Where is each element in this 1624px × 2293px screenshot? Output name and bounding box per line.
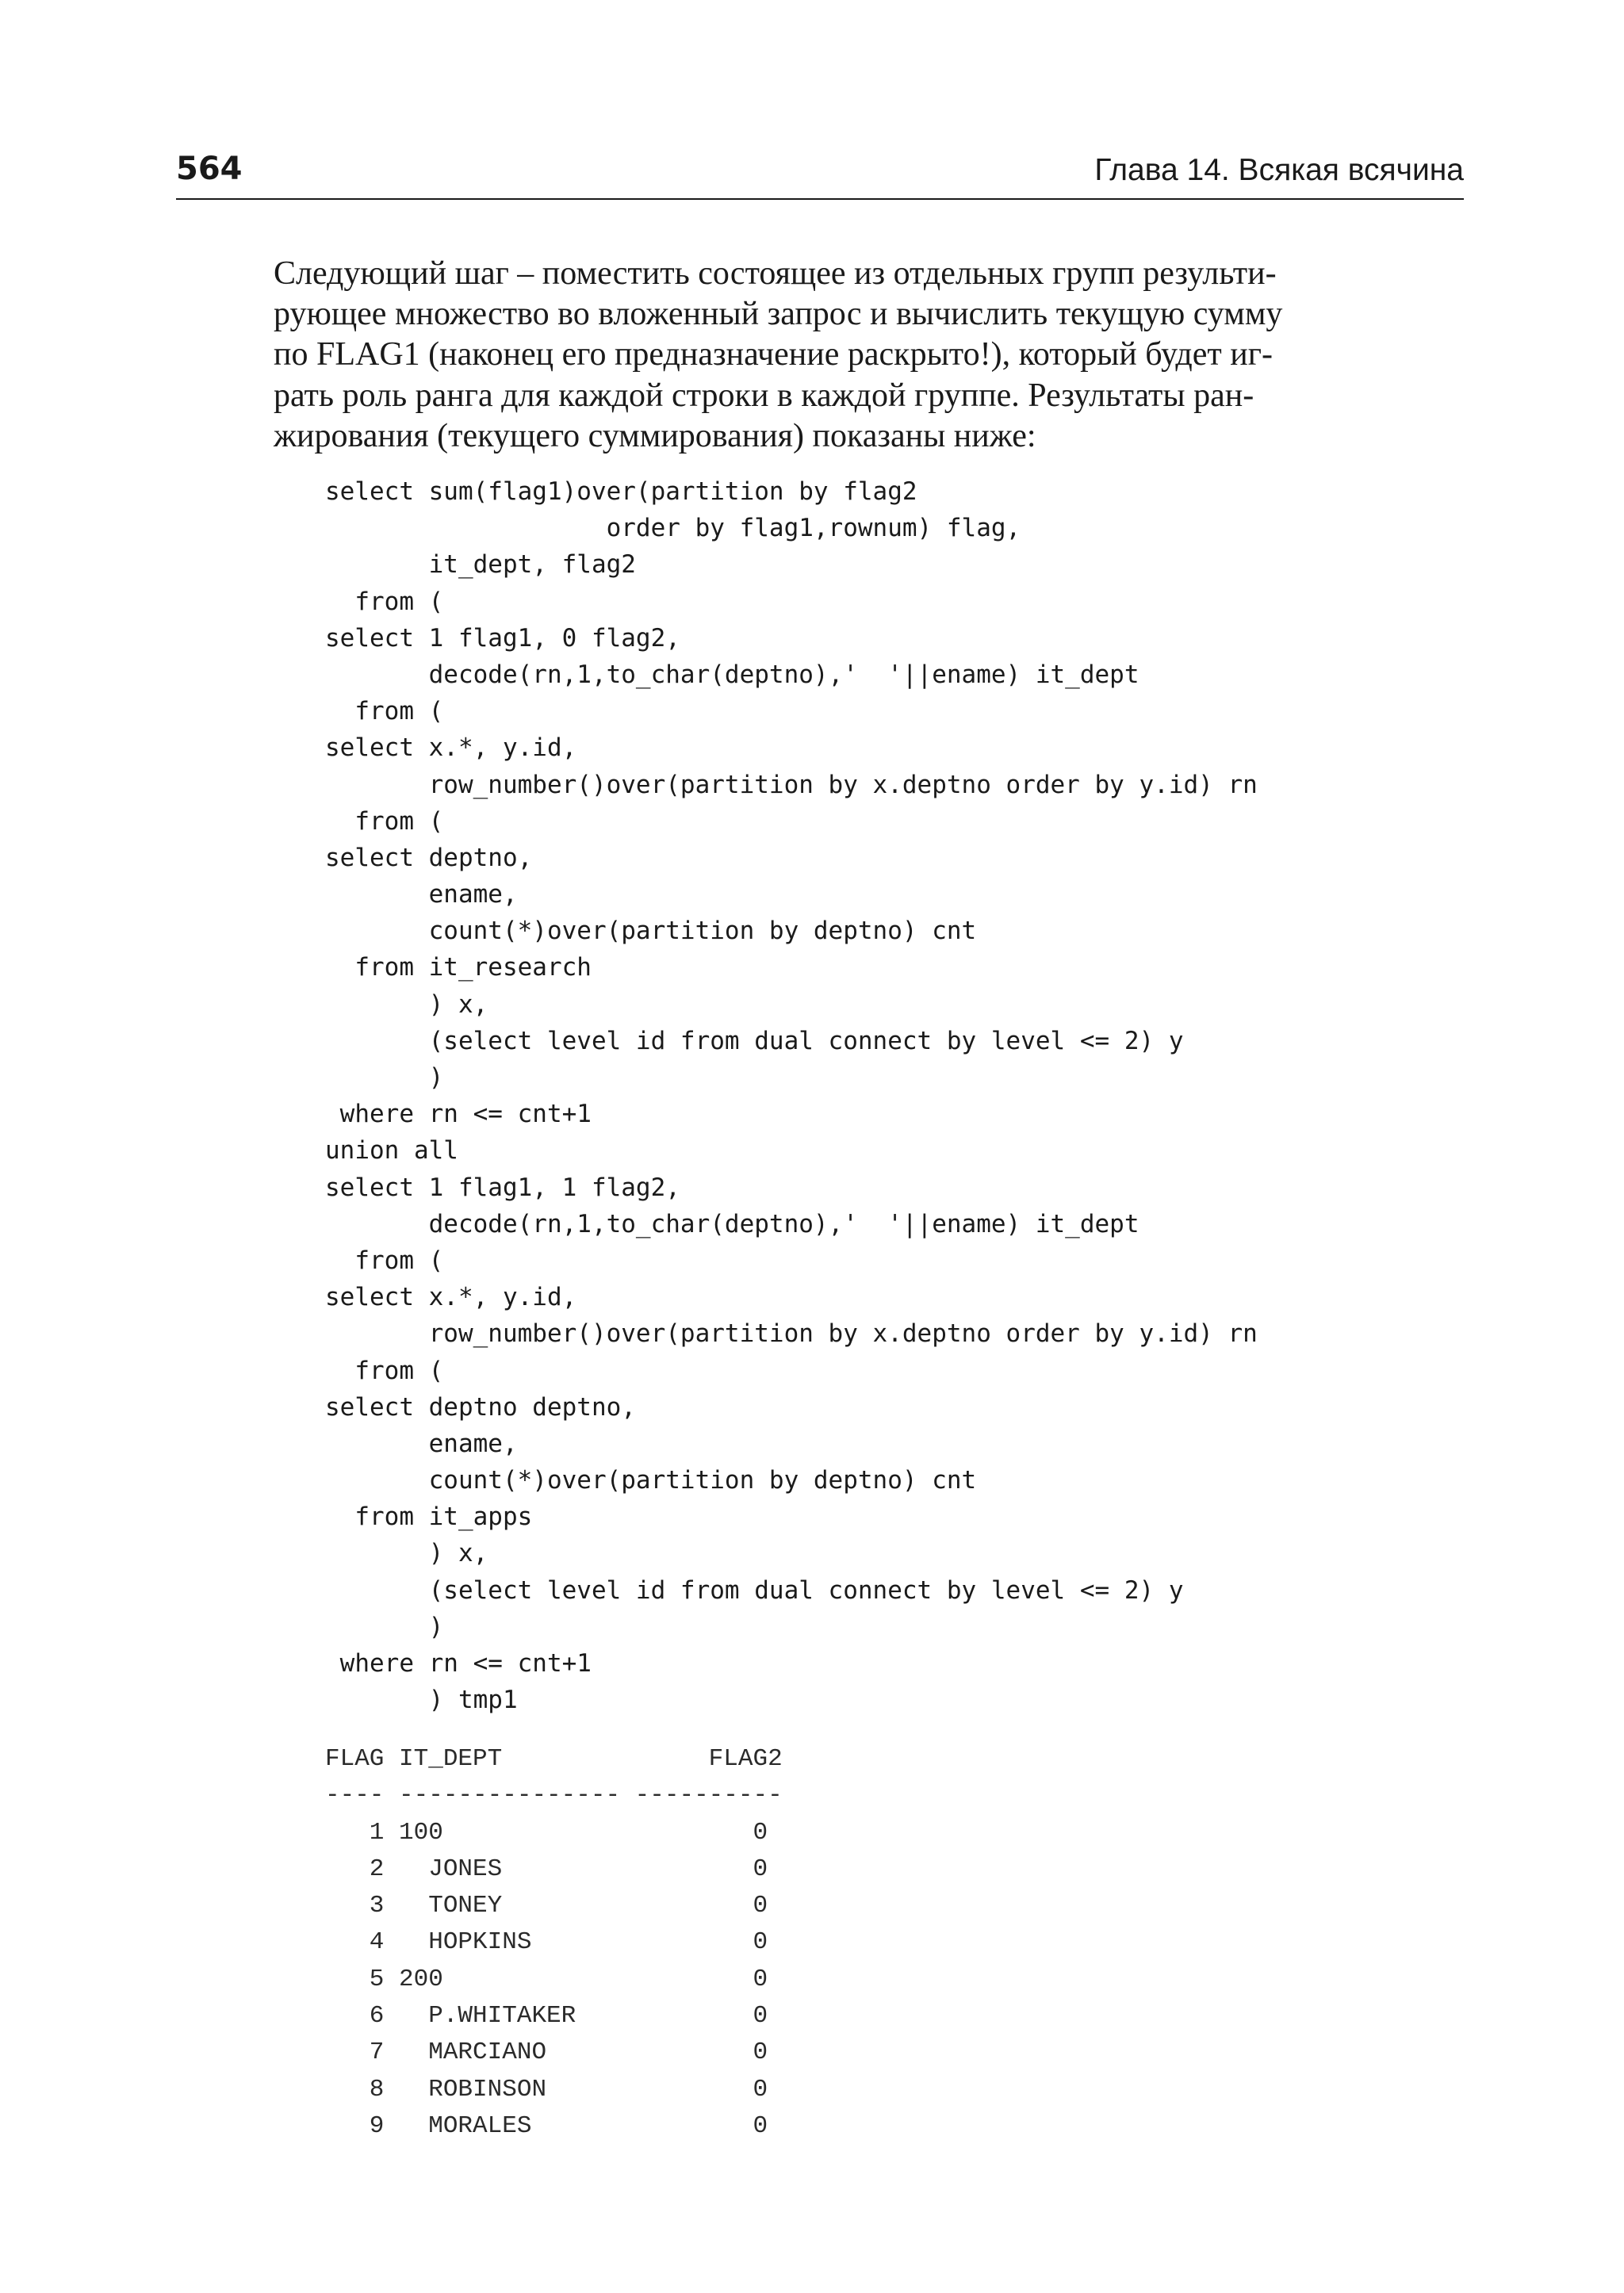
code-line: from ( [325, 1356, 444, 1385]
code-line: row_number()over(partition by x.deptno order by y.id) rn [325, 770, 1258, 799]
code-line: count(*)over(partition by deptno) cnt [325, 917, 977, 946]
code-line: (select level id from dual connect by level <= 2) y [325, 1026, 1184, 1055]
page-header [176, 143, 1464, 200]
code-line: ) x, [325, 990, 488, 1019]
code-line: ) [325, 1063, 444, 1092]
code-line: from ( [325, 806, 444, 836]
code-line: union all [325, 1136, 458, 1166]
code-line: decode(rn,1,to_char(deptno),' '||ename) it_dept [325, 660, 1139, 689]
paragraph-line: жирования (текущего суммирования) показаны ниже: [274, 417, 1036, 454]
result-row: 3 TONEY 0 [325, 1892, 768, 1920]
code-line: from ( [325, 1246, 444, 1275]
code-line: where rn <= cnt+1 [325, 1649, 592, 1678]
code-line: row_number()over(partition by x.deptno order by y.id) rn [325, 1319, 1258, 1349]
running-head: Глава 14. Всякая всячина [1094, 153, 1464, 187]
result-row: 2 JONES 0 [325, 1855, 768, 1883]
code-line: from ( [325, 697, 444, 726]
result-row: 8 ROBINSON 0 [325, 2075, 768, 2104]
code-line: ) tmp1 [325, 1686, 518, 1715]
code-line: from it_research [325, 953, 592, 982]
code-line: ename, [325, 1429, 518, 1458]
code-line: ename, [325, 880, 518, 909]
result-header-row: FLAG IT_DEPT FLAG2 [325, 1745, 783, 1773]
code-line: ) [325, 1612, 444, 1641]
result-row: 1 100 0 [325, 1818, 768, 1847]
paragraph-line: по FLAG1 (наконец его предназначение раскрыто!), который будет иг- [274, 336, 1273, 373]
page-number: 564 [176, 151, 243, 187]
query-result-table [325, 1741, 783, 2145]
result-row: 6 P.WHITAKER 0 [325, 2002, 768, 2031]
code-line: from ( [325, 587, 444, 616]
result-row: 5 200 0 [325, 1965, 768, 1993]
result-row: 9 MORALES 0 [325, 2111, 768, 2140]
code-line: select 1 flag1, 1 flag2, [325, 1173, 680, 1202]
paragraph-line: рать роль ранга для каждой строки в каждой группе. Результаты ран- [274, 377, 1254, 414]
code-line: count(*)over(partition by deptno) cnt [325, 1466, 977, 1495]
paragraph-line: рующее множество во вложенный запрос и вычислить текущую сумму [274, 296, 1283, 333]
code-line: decode(rn,1,to_char(deptno),' '||ename) it_dept [325, 1209, 1139, 1238]
paragraph-line: Следующий шаг – поместить состоящее из отдельных групп результи- [274, 255, 1277, 292]
code-line: it_dept, flag2 [325, 550, 636, 580]
code-line: ) x, [325, 1539, 488, 1568]
code-line: select 1 flag1, 0 flag2, [325, 623, 680, 653]
code-line: select deptno, [325, 843, 533, 872]
code-line: select sum(flag1)over(partition by flag2 [325, 477, 917, 506]
code-line: where rn <= cnt+1 [325, 1100, 592, 1129]
result-separator-row: ---- --------------- ---------- [325, 1782, 783, 1810]
code-line: from it_apps [325, 1503, 533, 1532]
body-paragraph [274, 254, 1463, 457]
code-line: order by flag1,rownum) flag, [325, 514, 1021, 543]
result-row: 7 MARCIANO 0 [325, 2038, 768, 2067]
sql-code-listing [325, 473, 1258, 1718]
code-line: select x.*, y.id, [325, 733, 577, 763]
code-line: select deptno deptno, [325, 1392, 636, 1422]
code-line: (select level id from dual connect by level <= 2) y [325, 1575, 1184, 1605]
result-row: 4 HOPKINS 0 [325, 1928, 768, 1957]
code-line: select x.*, y.id, [325, 1283, 577, 1312]
